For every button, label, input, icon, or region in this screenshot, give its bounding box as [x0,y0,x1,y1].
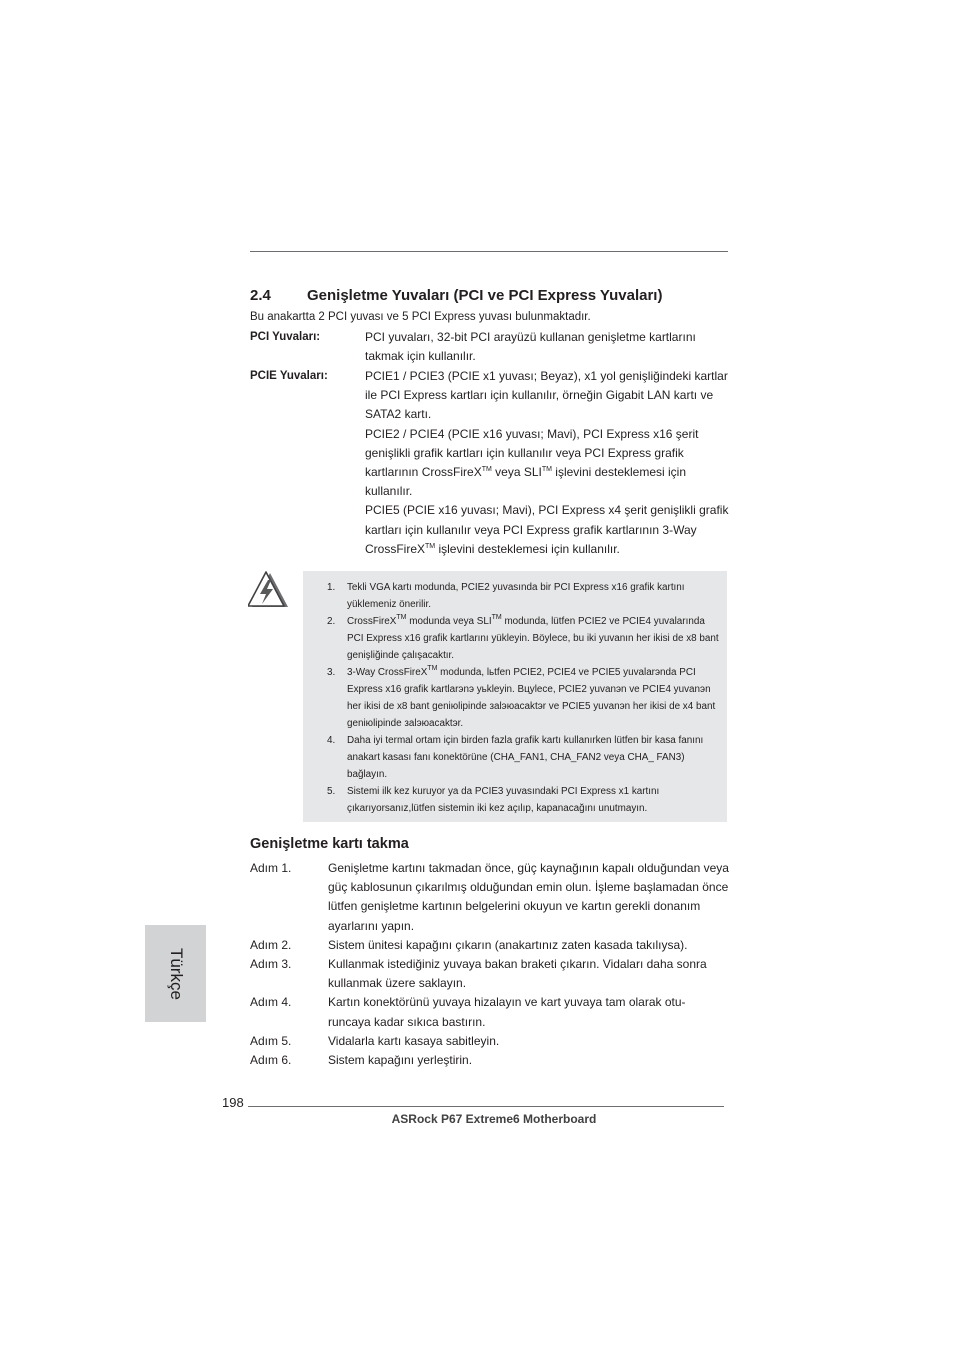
section-heading [250,287,728,304]
note-item: 3. 3-Way CrossFireX™ modunda, lьtfen PCIE2, PCIE4 ve PCIE5 yuvalarэnda PCI Express x16 grafik kartlarэnэ yьkleyin. Bцylece, PCIE2 yuvanэn ve PCIE4 yuvanэn her ikisi de x8 bant geniюlipinde зalэюacaktэr ve PCIE5 yuvanэn her ikisi de x4 bant geniюlipinde зalэюacaktэr. [327,665,716,729]
section-title: Genişletme Yuvaları (PCI ve PCI Express Yuvaları) [307,287,663,304]
page-number: 198 [222,1095,244,1110]
pci-slots-block [250,328,730,366]
caution-triangle-lightning-icon [248,570,290,610]
note-item: 1. Tekli VGA kartı modunda, PCIE2 yuvasında bir PCI Express x16 grafik kartını yüklemeniz önerilir. [327,582,685,610]
top-divider [250,251,728,252]
pcie-slots-block [250,367,730,559]
note-item: 4. Daha iyi termal ortam için birden fazla grafik kartı kullanırken lütfen bir kasa fanını anakart kasası fanı konektörüne (CHA_FAN1, CHA_FAN2 veya CHA_ FAN3) bağlayın. [327,735,704,780]
install-heading: Genişletme kartı takma [250,836,409,852]
notes-box [303,571,727,822]
note-item: 2. CrossFireX™ modunda veya SLI™ modunda, lütfen PCIE2 ve PCIE4 yuvalarında PCI Express x16 grafik kartlarını yükleyin. Böylece, bu iki yuvanın her ikisi de x8 bant genişliğinde çalışacaktır. [327,614,719,661]
step-row: Adım 2. Sistem ünitesi kapağını çıkarın (anakartınız zaten kasada takılıysa). [250,937,688,952]
install-steps [250,859,730,1070]
notes-list [327,579,723,817]
step-row: Adım 5. Vidalarla kartı kasaya sabitleyin. [250,1033,500,1048]
section-intro: Bu anakartta 2 PCI yuvası ve 5 PCI Express yuvası bulunmaktadır. [250,311,591,323]
language-label: Türkçe [166,947,186,1000]
bottom-divider [248,1106,724,1107]
language-side-tab [145,925,206,1022]
pcie5-text: PCIE5 (PCIE x16 yuvası; Mavi), PCI Express x4 şerit genişlikli grafik kartları için kullanılır veya PCI Express grafik kartlarının 3-Way CrossFireX™ işlevini desteklemesi için kullanılır. [365,503,729,556]
footer-title: ASRock P67 Extreme6 Motherboard [391,1112,597,1126]
pci-slots-text: PCI yuvaları, 32-bit PCI arayüzü kullanan genişletme kartlarını takmak için kullanılır. [365,330,696,364]
step-row: Adım 6. Sistem kapağını yerleştirin. [250,1053,473,1068]
step-row: Adım 1. Genişletme kartını takmadan önce, güç kaynağının kapalı olduğundan veya güç kablosunun çıkarılmış olduğundan emin olun. İşleme başlamadan önce lütfen genişletme kartının belgelerini okuyun ve kartın gerekli donanım ayarlarını yapın. [250,861,729,933]
section-number: 2.4 [250,287,271,304]
step-row: Adım 4. Kartın konektörünü yuvaya hizalayın ve kart yuvaya tam olarak otu- runcaya kadar sıkıca bastırın. [250,995,686,1029]
note-item: 5. Sistemi ilk kez kuruyor ya da PCIE3 yuvasındaki PCI Express x1 kartını çıkarıyorsanız,lütfen sistemin iki kez açılıp, kapanacağını unutmayın. [327,786,660,814]
pcie-x16-text: PCIE2 / PCIE4 (PCIE x16 yuvası; Mavi), PCI Express x16 şerit genişlikli grafik kartları için kullanılır veya PCI Express grafik kartlarının CrossFireX™ veya SLI™ işlevini desteklemesi için kullanılır. [365,426,699,499]
step-row: Adım 3. Kullanmak istediğiniz yuvaya bakan braketi çıkarın. Vidaları daha sonra kullanmak üzere saklayın. [250,957,707,991]
pcie-x1-text: PCIE1 / PCIE3 (PCIE x1 yuvası; Beyaz), x1 yol genişliğindeki kartlar ile PCI Express kartları için kullanılır, örneğin Gigabit LAN kartı ve SATA2 kartı. [365,369,728,422]
pcie-slots-label: PCIE Yuvaları: [250,370,328,382]
pci-slots-label: PCI Yuvaları: [250,331,321,343]
